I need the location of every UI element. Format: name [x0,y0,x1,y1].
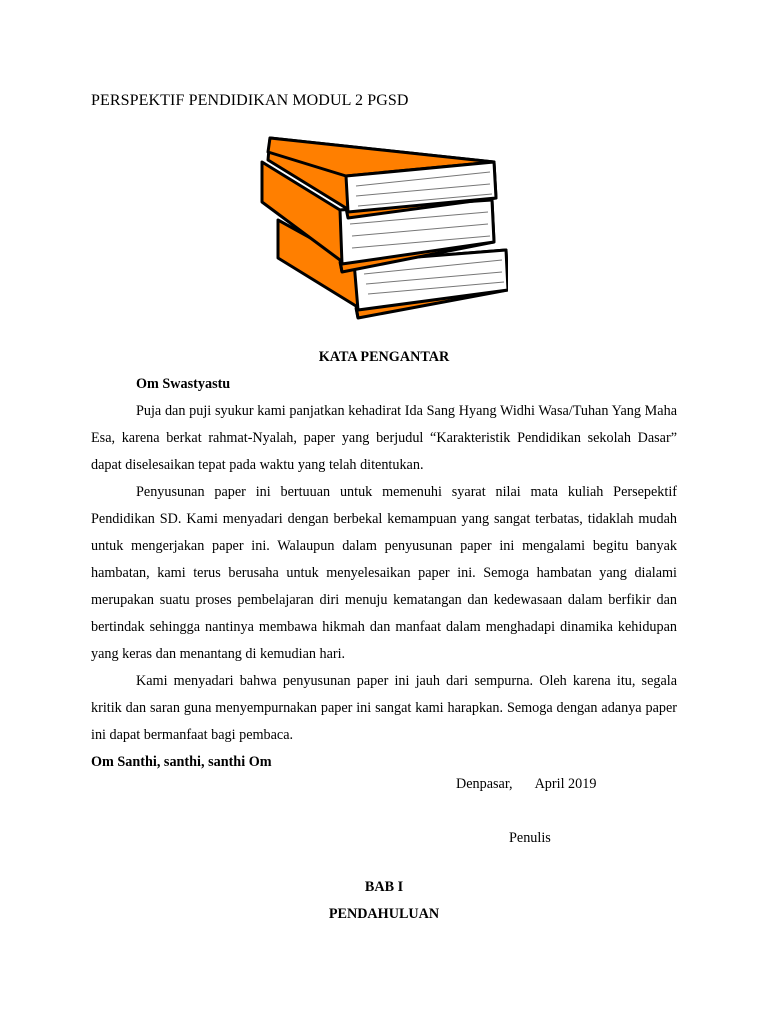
foreword-heading: KATA PENGANTAR [318,349,450,365]
foreword-paragraph-1: Puja dan puji syukur kami panjatkan kehadirat Ida Sang Hyang Widhi Wasa/Tuhan Yang Maha Esa, karena berkat rahmat-Nyalah, paper yang berjudul “Karakteristik Pendidikan sekolah Dasar” dapat diselesaikan tepat pada waktu yang telah ditentukan. [91,403,677,473]
place: Denpasar, [456,776,513,792]
foreword-body [91,344,677,776]
closing-greeting: Om Santhi, santhi, santhi Om [91,754,272,770]
foreword-paragraph-2: Penyusunan paper ini bertuuan untuk memenuhi syarat nilai mata kuliah Persepektif Pendidikan SD. Kami menyadari dengan berbekal kemampuan yang sangat terbatas, tidaklah mudah untuk mengerjakan paper ini. Walaupun dalam penyusunan paper ini mengalami begitu banyak hambatan, kami terus berusaha untuk menyelesaikan paper ini. Semoga hambatan yang dialami merupakan suatu proses pembelajaran diri menuju kematangan dan kedewasaan dalam berfikir dan bertindak sehingga nantinya membawa hikmah dan manfaat dalam menghadapi dinamika kehidupan yang keras dan menantang di kemudian hari. [91,484,677,662]
place-and-date [456,771,596,798]
chapter-title: PENDAHULUAN [328,906,440,922]
foreword-paragraph-3: Kami menyadari bahwa penyusunan paper ini jauh dari sempurna. Oleh karena itu, segala kritik dan saran guna menyempurnakan paper ini sangat kami harapkan. Semoga dengan adanya paper ini dapat bermanfaat bagi pembaca. [91,673,677,743]
date: April 2019 [534,776,597,792]
author: Penulis [509,830,551,846]
opening-greeting: Om Swastyastu [136,376,231,392]
chapter-number: BAB I [364,879,404,895]
stacked-books-icon [256,132,508,324]
document-title: PERSPEKTIF PENDIDIKAN MODUL 2 PGSD [91,92,409,109]
